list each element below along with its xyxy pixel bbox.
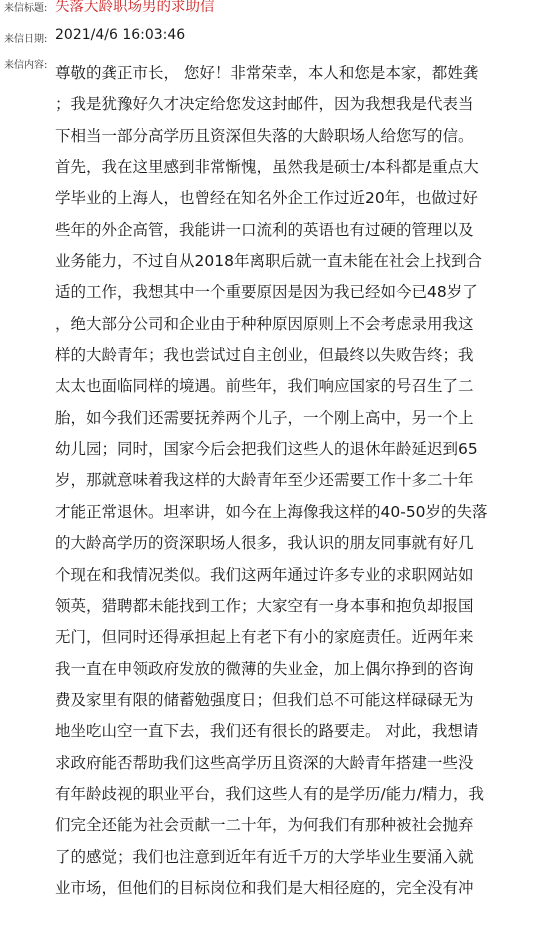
body-line: 地坐吃山空一直下去，我们还有很长的路要走。 对此，我想请 (55, 722, 479, 741)
body-line: 尊敬的龚正市长， 您好！非常荣幸，本人和您是本家，都姓龚 (55, 64, 479, 82)
letter-body (55, 58, 539, 904)
body-line: 胎，如今我们还需要抚养两个儿子，一个刚上高中，另一个上 (55, 408, 474, 427)
body-line: ；我是犹豫好久才决定给您发这封邮件，因为我想我是代表当 (55, 95, 474, 114)
body-line: ，绝大部分公司和企业由于种种原因原则上不会考虑录用我这 (55, 314, 474, 333)
body-line: 适的工作，我想其中一个重要原因是因为我已经如今已48岁了 (55, 283, 478, 302)
body-line: 太太也面临同样的境遇。前些年，我们响应国家的号召生了二 (55, 377, 474, 396)
date-label: 来信日期: (4, 34, 48, 45)
body-line: 领英，猎聘都未能找到工作；大家空有一身本事和抱负却报国 (55, 596, 474, 615)
body-line: 首先，我在这里感到非常惭愧，虽然我是硕士/本科都是重点大 (55, 158, 479, 177)
content-label: 来信内容: (4, 60, 48, 71)
body-line: 们完全还能为社会贡献一二十年，为何我们有那种被社会抛弃 (55, 816, 474, 835)
body-line: 费及家里有限的储蓄勉强度日；但我们总不可能这样碌碌无为 (55, 690, 474, 709)
body-line: 些年的外企高管，我能讲一口流利的英语也有过硬的管理以及 (55, 220, 474, 239)
body-line: 个现在和我情况类似。我们这两年通过许多专业的求职网站如 (55, 565, 474, 584)
body-line: 我一直在申领政府发放的微薄的失业金，加上偶尔挣到的咨询 (55, 659, 474, 678)
body-line: 学毕业的上海人，也曾经在知名外企工作过近20年，也做过好 (55, 189, 478, 208)
subject-title: 失落大龄职场男的求助信 (55, 0, 215, 15)
body-line: 有年龄歧视的职业平台，我们这些人有的是学历/能力/精力，我 (55, 784, 484, 803)
body-line: 业市场，但他们的目标岗位和我们是大相径庭的，完全没有冲 (55, 878, 474, 897)
body-line: 样的大龄青年；我也尝试过自主创业，但最终以失败告终；我 (55, 346, 474, 365)
body-line: 求政府能否帮助我们这些高学历且资深的大龄青年搭建一些没 (55, 753, 474, 772)
body-line: 业务能力，不过自从2018年离职后就一直未能在社会上找到合 (55, 252, 482, 271)
body-line: 的大龄高学历的资深职场人很多，我认识的朋友同事就有好几 (55, 534, 474, 553)
body-line: 无门，但同时还得承担起上有老下有小的家庭责任。近两年来 (55, 628, 474, 647)
body-line: 下相当一部分高学历且资深但失落的大龄职场人给您写的信。 (55, 126, 474, 145)
body-line: 幼儿园；同时，国家今后会把我们这些人的退休年龄延迟到65 (55, 440, 478, 459)
date-value: 2021/4/6 16:03:46 (55, 27, 186, 43)
body-line: 了的感觉；我们也注意到近年有近千万的大学毕业生要涌入就 (55, 847, 474, 866)
body-line: 岁，那就意味着我这样的大龄青年至少还需要工作十多二十年 (55, 471, 474, 490)
body-line: 才能正常退休。坦率讲，如今在上海像我这样的40-50岁的失落 (55, 502, 488, 521)
subject-label: 来信标题: (4, 3, 48, 14)
